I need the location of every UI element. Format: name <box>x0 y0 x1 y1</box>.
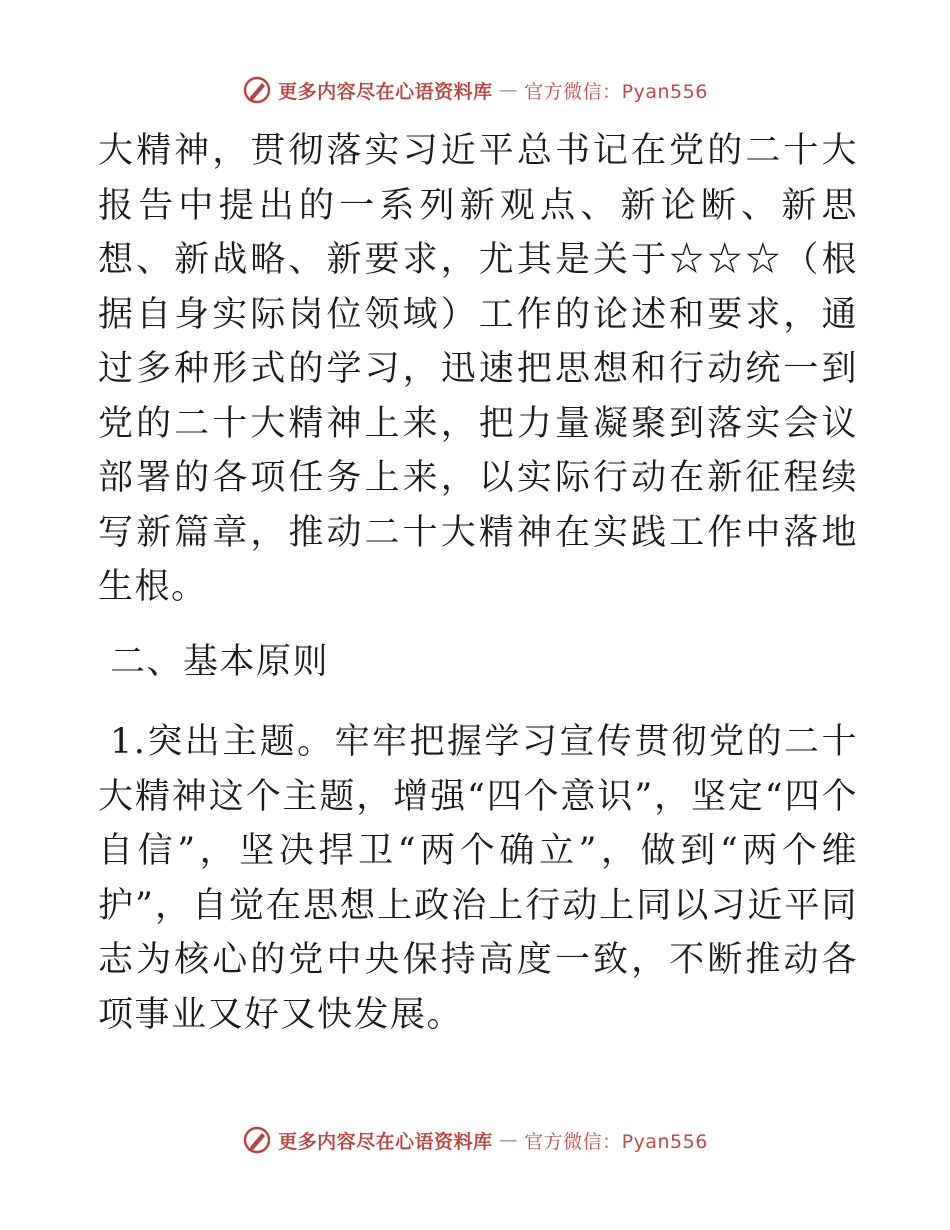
document-body <box>98 124 858 1042</box>
watermark-site-text: 更多内容尽在心语资料库 <box>278 1130 493 1153</box>
header-watermark <box>0 70 950 110</box>
body-paragraph-2: 1.突出主题。牢牢把握学习宣传贯彻党的二十大精神这个主题，增强“四个意识”，坚定“四个自信”，坚决捍卫“两个确立”，做到“两个维护”，自觉在思想上政治上行动上同以习近平同志为核心的党中央保持高度一致，不断推动各项事业又好又快发展。 <box>98 722 858 1035</box>
section-heading: 二、基本原则 <box>110 641 330 682</box>
watermark-site-text: 更多内容尽在心语资料库 <box>278 80 493 103</box>
watermark-separator: — <box>498 79 519 101</box>
footer-watermark <box>0 1120 950 1160</box>
watermark-contact-text: 官方微信：Pyan556 <box>524 80 708 103</box>
watermark-contact-text: 官方微信：Pyan556 <box>524 1130 708 1153</box>
pen-circle-logo-icon <box>242 75 272 105</box>
watermark-separator: — <box>498 1129 519 1151</box>
body-paragraph-1: 大精神，贯彻落实习近平总书记在党的二十大报告中提出的一系列新观点、新论断、新思想、新战略、新要求，尤其是关于☆☆☆（根据自身实际岗位领域）工作的论述和要求，通过多种形式的学习，迅速把思想和行动统一到党的二十大精神上来，把力量凝聚到落实会议部署的各项任务上来，以实际行动在新征程续写新篇章，推动二十大精神在实践工作中落地生根。 <box>98 131 858 607</box>
pen-circle-logo-icon <box>242 1125 272 1155</box>
